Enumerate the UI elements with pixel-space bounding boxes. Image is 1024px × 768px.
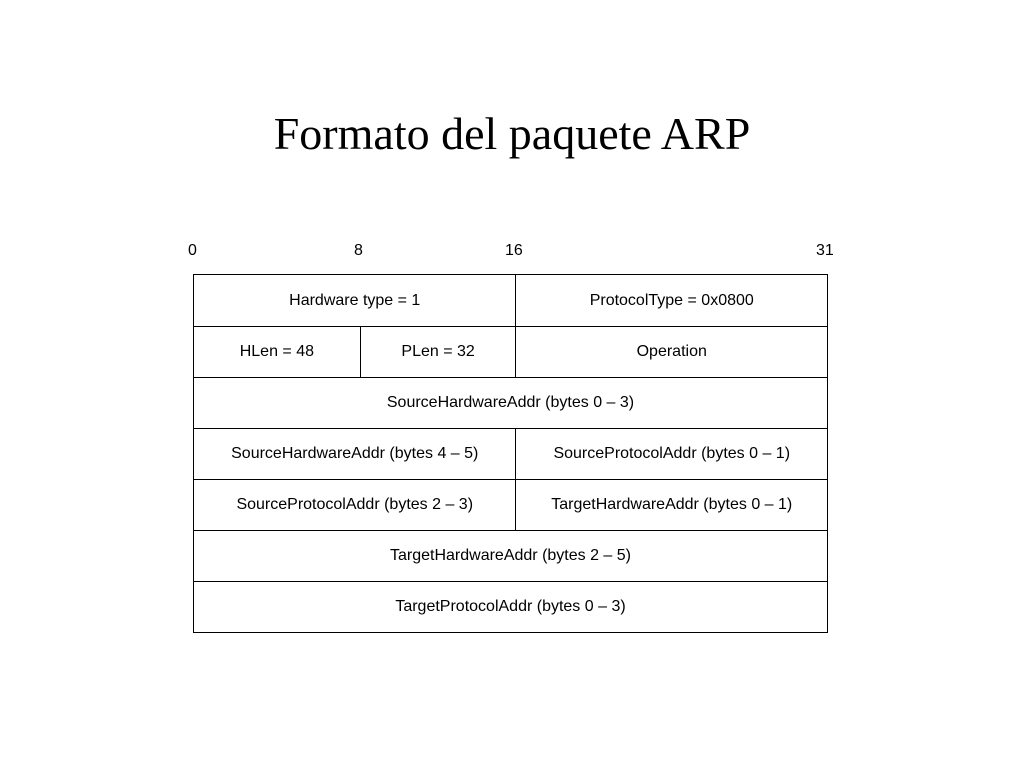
- bit-position-8: 8: [354, 242, 363, 259]
- field-target-hardware-addr-0-1: TargetHardwareAddr (bytes 0 – 1): [515, 480, 827, 530]
- packet-row: [194, 275, 827, 326]
- bit-position-31: 31: [816, 242, 834, 259]
- packet-row: [194, 428, 827, 479]
- packet-row: [194, 479, 827, 530]
- field-source-protocol-addr-0-1: SourceProtocolAddr (bytes 0 – 1): [515, 429, 827, 479]
- field-target-protocol-addr-0-3: TargetProtocolAddr (bytes 0 – 3): [395, 598, 626, 615]
- field-source-hardware-addr-0-3: SourceHardwareAddr (bytes 0 – 3): [386, 394, 635, 411]
- slide-title: Formato del paquete ARP: [273, 108, 751, 159]
- packet-row: [194, 530, 827, 581]
- packet-row: [194, 581, 827, 632]
- field-hlen: HLen = 48: [239, 343, 314, 360]
- field-source-hardware-addr-4-5: SourceHardwareAddr (bytes 4 – 5): [231, 445, 479, 462]
- bit-position-0: 0: [188, 242, 197, 259]
- field-plen: PLen = 32: [360, 327, 516, 377]
- field-operation: Operation: [515, 327, 827, 377]
- packet-row: [194, 377, 827, 428]
- field-source-protocol-addr-2-3: SourceProtocolAddr (bytes 2 – 3): [236, 496, 474, 513]
- field-hardware-type: Hardware type = 1: [289, 291, 421, 309]
- field-target-hardware-addr-2-5: TargetHardwareAddr (bytes 2 – 5): [390, 547, 631, 564]
- packet-row: [194, 326, 827, 377]
- bit-position-16: 16: [505, 242, 523, 259]
- field-protocol-type: ProtocolType = 0x0800: [515, 275, 827, 326]
- arp-packet-diagram: [193, 274, 828, 633]
